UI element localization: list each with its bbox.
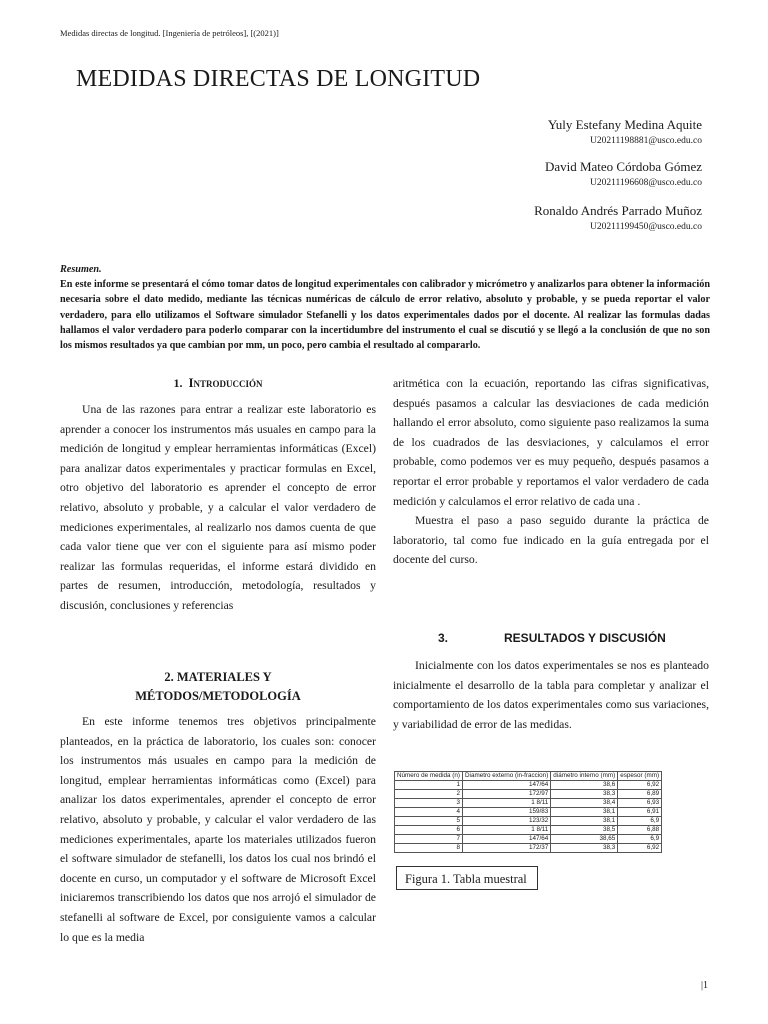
table-row: 6 1 8/11 38,5 6,88 (395, 826, 662, 835)
paragraph: Muestra el paso a paso seguido durante la práctica de laboratorio, tal como fue indicado en la guía entregada por el docente del curso. (393, 514, 709, 567)
table-row: 2 172/97 38,3 6,89 (395, 790, 662, 799)
table-header-cell: Número de medida (n) (395, 772, 463, 781)
table-header-cell: diámetro interno (mm) (551, 772, 618, 781)
table-row: 1 147/64 38,6 6,92 (395, 781, 662, 790)
table-row: 8 172/37 38,3 6,92 (395, 844, 662, 853)
section-title: Introducción (188, 375, 263, 390)
author-name: Ronaldo Andrés Parrado Muñoz (534, 203, 702, 218)
abstract-text: En este informe se presentará el cómo tomar datos de longitud experimentales con calibrador y micrómetro y analizarlos para obtener la información necesaria sobre el dato medido, mediante las técnicas numéricas de cálculo de error relativo, absoluto y probable, y se pueda reportar el valor verdadero, para ello utilizamos el Software simulador Stefanelli y los datos experimentales dados por el docente. Al realizar las formulas dadas hallamos el valor verdadero para poderlo comparar con la incertidumbre del instrumento el cual se discutió y se llegó a la conclusión de que no son los mismos resultados ya que cambian por mm, un poco, pero cambia el resultado al compararlo. (60, 279, 710, 352)
author-name: David Mateo Córdoba Gómez (544, 159, 702, 174)
paragraph: aritmética con la ecuación, reportando las cifras significativas, después pasamos a calcular las desviaciones de cada medición hallando el error absoluto, como siguiente paso realizamos la suma de los cuadrados de las desviaciones, y calculamos el error probable, como podemos ver es muy pequeño, después pasamos a reportar el error probable y reportamos el valor verdadero de cada medición y calculamos el error relativo de cada una . (393, 377, 709, 508)
section-body (60, 712, 376, 947)
section-body (393, 656, 709, 734)
paragraph: Una de las razones para entrar a realizar este laboratorio es aprender a conocer los instrumentos más usuales en campo para la medición de longitud y emplear herramientas informáticas (Excel) para analizar datos experimentales y practicar formulas en Excel, otro objetivo del laboratorio es aprender el concepto de error relativo, absoluto y probable, y a calcular el valor verdadero de mediciones experimentales, al realizarlo nos damos cuenta de que cada valor tiene que ver con el siguiente para así mismo poder realizar las formulas requeridas, el informe estará dividido en partes de resumen, introducción, metodología, resultados y discusión, conclusiones y referencias (60, 403, 376, 612)
section-body (60, 400, 376, 616)
abstract-label: Resumen. (60, 264, 102, 275)
section-heading: 2. MATERIALES Y MÉTODOS/METODOLOGÍA (135, 670, 301, 703)
paragraph: En este informe tenemos tres objetivos principalmente planteados, en la práctica de laboratorio, los cuales son: conocer los instrumentos más usuales en campo para la medición de longitud, emplear herramientas informáticas como (Excel) para analizar los datos experimentales, aprender el concepto de error relativo, absoluto y probable, y calcular el valor verdadero de las mediciones experimentales, aparte los materiales utilizados fueron el software simulador de stefanelli, los datos los cual nos brindó el docente en curso, un computador y el software de Microsoft Excel iniciaremos transcribiendo los datos que nos arrojó el simulador de stefanelli al software de Excel, por consiguiente vamos a calcular lo que es la media (60, 715, 376, 944)
table-row: 4 159/83 38,1 6,91 (395, 808, 662, 817)
author-name: Yuly Estefany Medina Aquite (547, 117, 702, 132)
table-row: 3 1 8/11 38,4 6,93 (395, 799, 662, 808)
page-number: |1 (700, 980, 708, 991)
table-row: 7 147/64 38,65 6,9 (395, 835, 662, 844)
table-header-row (395, 772, 662, 781)
section-title: RESULTADOS Y DISCUSIÓN (504, 631, 666, 645)
figure-caption: Figura 1. Tabla muestral (396, 866, 538, 890)
paragraph: Inicialmente con los datos experimentales se nos es planteado inicialmente el desarrollo de la tabla para completar y analizar el comportamiento de los datos experimentales como sus variaciones, y variabilidad de error de las medidas. (393, 659, 709, 731)
author-email: U20211196608@usco.edu.co (589, 178, 702, 188)
section-heading: 3. RESULTADOS Y DISCUSIÓN (438, 631, 666, 645)
table-header-cell: espesor (mm) (618, 772, 662, 781)
table-header-cell: Diametro externo (in-fraccion) (463, 772, 551, 781)
running-header: Medidas directas de longitud. [Ingeniería de petróleos], [(2021)] (60, 28, 279, 38)
abstract (60, 262, 710, 353)
table-row: 5 123/32 38,1 6,9 (395, 817, 662, 826)
page-title: MEDIDAS DIRECTAS DE LONGITUD (76, 66, 481, 92)
data-table (394, 771, 662, 853)
section-heading: 1. Introducción (173, 375, 263, 390)
author-email: U20211198881@usco.edu.co (589, 136, 702, 146)
section-body (393, 374, 709, 570)
author-email: U20211199450@usco.edu.co (589, 222, 702, 232)
